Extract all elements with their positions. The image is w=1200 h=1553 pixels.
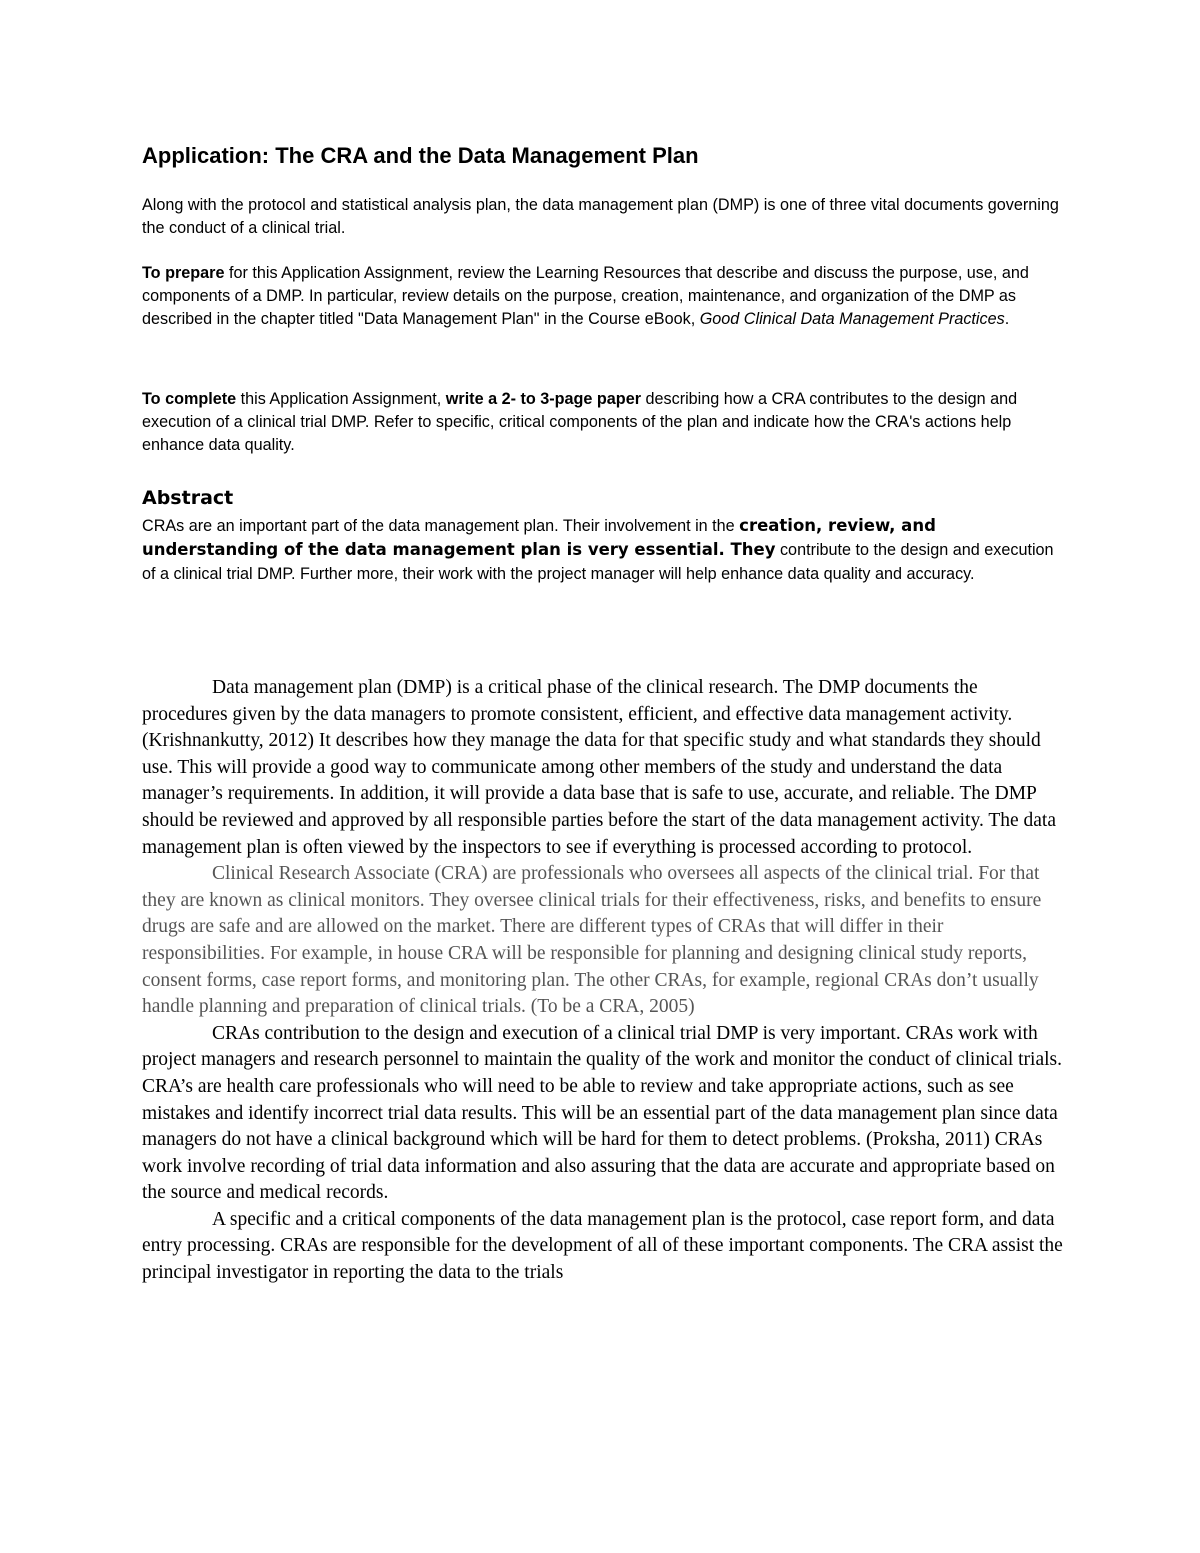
abstract-paragraph: [142, 514, 1062, 586]
body-paragraph-critical-components: A specific and a critical components of the data management plan is the protocol, case report form, and data entry processing. CRAs are responsible for the development of all of these important components. The CRA assist the principal investigator in reporting the data to the trials: [142, 1208, 1063, 1284]
book-title: Good Clinical Data Management Practices: [699, 310, 1005, 328]
essay-body: [142, 675, 1067, 1287]
abstract-text-2: contribute to the design and execution of a clinical trial DMP. Further more, their work with the project manager will help enhance data quality and accuracy.: [142, 541, 1054, 583]
prepare-lead: To prepare: [142, 264, 225, 282]
abstract-text-1: CRAs are an important part of the data management plan. Their involvement in the: [142, 517, 740, 535]
prepare-paragraph: [142, 262, 1067, 331]
complete-text-1: this Application Assignment,: [236, 390, 446, 408]
document-title: Application: The CRA and the Data Management Plan: [142, 143, 699, 168]
abstract-emphasis: creation, review, and understanding of the data management plan is very essential. They: [142, 516, 936, 559]
prepare-text-2: .: [1004, 310, 1010, 328]
complete-emphasis: write a 2- to 3-page paper: [445, 390, 641, 408]
body-paragraph-cra-definition: Clinical Research Associate (CRA) are professionals who oversees all aspects of the clinical trial. For that they are known as clinical monitors. They oversee clinical trials for their effectiveness, risks, and benefits to ensure drugs are safe and are allowed on the market. There are different types of CRAs that will differ in their responsibilities. For example, in house CRA will be responsible for planning and designing clinical study reports, consent forms, case report forms, and monitoring plan. The other CRAs, for example, regional CRAs don’t usually handle planning and preparation of clinical trials. (To be a CRA, 2005): [142, 863, 1042, 1018]
abstract-heading: Abstract: [142, 487, 234, 509]
complete-text-2: describing how a CRA contributes to the design and execution of a clinical trial DMP. Refer to specific, critical components of the plan and indicate how the CRA's actions help enhance data quality.: [142, 390, 1018, 454]
complete-paragraph: [142, 388, 1067, 457]
body-paragraph-cra-contribution: CRAs contribution to the design and execution of a clinical trial DMP is very important. CRAs work with project managers and research personnel to maintain the quality of the work and monitor the conduct of clinical trials. CRA’s are health care professionals who will need to be able to review and take appropriate actions, such as see mistakes and identify incorrect trial data results. This will be an essential part of the data management plan since data managers do not have a clinical background which will be hard for them to detect problems. (Proksha, 2011) CRAs work involve recording of trial data information and also assuring that the data are accurate and appropriate based on the source and medical records.: [142, 1022, 1062, 1204]
body-paragraph-dmp: Data management plan (DMP) is a critical phase of the clinical research. The DMP documents the procedures given by the data managers to promote consistent, efficient, and effective data management activity. (Krishnankutty, 2012) It describes how they manage the data for that specific study and what standards they should use. This will provide a good way to communicate among other members of the study and understand the data manager’s requirements. In addition, it will provide a data base that is safe to use, accurate, and reliable. The DMP should be reviewed and approved by all responsible parties before the start of the data management activity. The data management plan is often viewed by the inspectors to see if everything is processed according to protocol.: [142, 677, 1057, 858]
prepare-text-1: for this Application Assignment, review the Learning Resources that describe and discuss the purpose, use, and components of a DMP. In particular, review details on the purpose, creation, maintenance, and organization of the DMP as described in the chapter titled "Data Management Plan" in the Course eBook,: [142, 264, 1029, 328]
complete-lead: To complete: [142, 390, 237, 408]
intro-paragraph: Along with the protocol and statistical analysis plan, the data management plan (DMP) is one of three vital documents governing the conduct of a clinical trial.: [142, 196, 1059, 237]
